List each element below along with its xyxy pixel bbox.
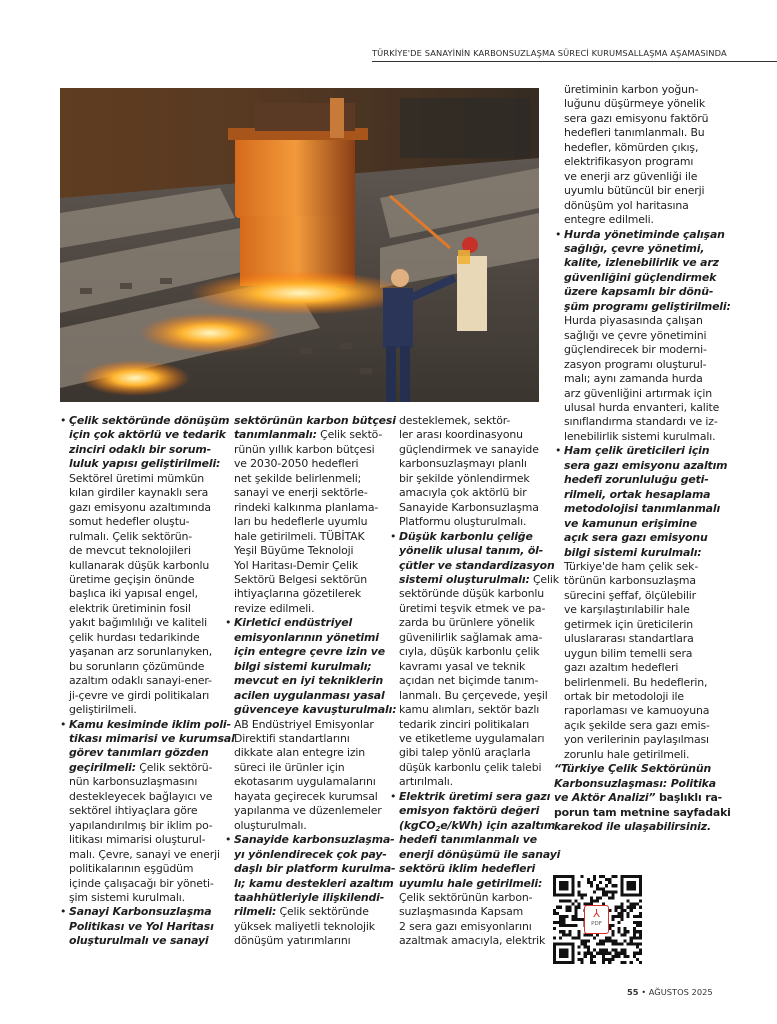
item-heading: sektörünün karbon bütçesi	[234, 414, 396, 427]
item-body-line: ortak bir metodoloji ile	[564, 690, 684, 704]
item-body	[564, 560, 745, 762]
item-body-line: de mevcut teknolojileri	[69, 544, 191, 558]
item-heading: sektörü iklim hedefleri	[399, 862, 536, 876]
item-heading: için çok aktörlü ve tedarik	[69, 428, 226, 442]
item-body-line: sanayi ve enerji sektörle-	[234, 486, 368, 500]
item-body-line: oluşturulmalı.	[234, 818, 307, 832]
item-body-line: geliştirilmeli.	[69, 703, 137, 717]
item-body-line: ve enerji arz güvenliği ile	[564, 169, 698, 183]
item-heading: mevcut en iyi tekniklerin	[234, 674, 384, 688]
item-body-line: şim sistemi kurulmalı.	[69, 890, 185, 904]
item-heading: metodolojisi tanımlanmalı	[564, 502, 721, 516]
item-heading: bilgi sistemi kurulmalı;	[234, 659, 372, 673]
item-body-line: gibi talep yönlü araçlarla	[399, 746, 531, 760]
item-body-line: hedefler, kömürden çıkış,	[564, 140, 699, 154]
item-body	[564, 314, 745, 444]
item-heading: luluk yapısı geliştirilmeli:	[69, 457, 221, 471]
item-heading: Hurda yönetiminde çalışan	[564, 227, 725, 241]
item-heading: için entegre çevre izin ve	[234, 645, 385, 659]
item-body-line: rulmalı. Çelik sektörün-	[69, 529, 193, 543]
bullet: •	[555, 227, 562, 241]
item-heading: acilen uygulanması yasal	[234, 688, 385, 702]
item-body-line: açıdan net biçimde tanım-	[399, 674, 539, 688]
item-body-line: ve karşılaştırılabilir hale	[564, 603, 690, 617]
item-body-text: Çelik sektöründe	[276, 905, 369, 919]
item-heading: çütler ve standardizasyon	[399, 558, 555, 572]
item-body-line: yapılanma ve düzenlemeler	[234, 804, 382, 818]
policy-item-platform-continued	[390, 414, 550, 530]
item-heading: lı; kamu destekleri azaltım	[234, 876, 394, 890]
item-heading: rilmeli:	[234, 905, 277, 919]
item-body-text: Çelik sektörü-	[135, 760, 213, 774]
report-qr-code[interactable]	[553, 875, 642, 964]
bullet: •	[60, 905, 67, 919]
item-heading: Sanayi Karbonsuzlaşma	[69, 905, 212, 919]
item-body-line: azaltmak amacıyla, elektrik	[399, 934, 546, 948]
item-heading: yönelik ulusal tanım, öl-	[399, 544, 544, 558]
item-body-line: yon verilerinin paylaşılması	[564, 733, 709, 747]
item-body-line: yaşanan arz sorunlarıyken,	[69, 645, 213, 659]
policy-item-roadmap-continued	[234, 414, 397, 616]
item-body-line: Sektörel üretimi mümkün	[69, 471, 204, 485]
policy-item-low-carbon-steel	[390, 529, 559, 790]
item-body-line: ve 2030-2050 hedefleri	[234, 457, 359, 471]
policy-item-electricity-continued	[555, 83, 745, 228]
item-heading: emisyon faktörü değeri	[399, 804, 540, 818]
item-body-line: açık şekilde sera gazı emis-	[564, 718, 710, 732]
item-body-line: nün karbonsuzlaşmasını	[69, 775, 198, 789]
item-heading: sistemi oluşturulmalı:	[399, 572, 530, 586]
item-body-line: Sanayide Karbonsuzlaşma	[399, 500, 539, 514]
report-note-text: “Türkiye Çelik Sektörünün	[554, 762, 712, 776]
item-body-line: zarda bu ürünlere yönelik	[399, 616, 535, 630]
item-heading: hedefi tanımlanmalı ve	[399, 833, 537, 847]
report-note-text: Karbonsuzlaşması: Politika	[554, 776, 716, 790]
running-header: TÜRKİYE'DE SANAYİNİN KARBONSUZLAŞMA SÜRECİ KURUMSALLAŞMA AŞAMASINDA	[372, 48, 727, 58]
column-2	[225, 414, 397, 949]
item-heading: geçirilmeli:	[69, 760, 136, 774]
item-body-line: yüksek maliyetli teknolojik	[234, 919, 375, 933]
item-body-line: yakıt bağımlılığı ve kaliteli	[69, 616, 207, 630]
policy-item-roadmap	[60, 905, 230, 948]
item-heading: rilmeli, ortak hesaplama	[564, 487, 711, 501]
item-heading: uyumlu hale getirilmeli:	[399, 876, 543, 890]
item-body-line: raporlaması ve kamuoyuna	[564, 704, 710, 718]
item-body-line: Platformu oluşturulmalı.	[399, 515, 527, 529]
item-heading: görev tanımları gözden	[69, 746, 209, 760]
item-heading: güvenliğini güçlendirmek	[564, 270, 717, 284]
item-body-line: karbonsuzlaşmayı planlı	[399, 457, 527, 471]
item-body-line: politikalarının eşgüdüm	[69, 862, 194, 876]
item-body-line: hale getirilmeli. TÜBİTAK	[234, 529, 365, 543]
item-body-line: malı. Çevre, sanayi ve enerji	[69, 847, 220, 861]
bullet: •	[225, 616, 232, 630]
item-body-line: rindeki kalkınma planlama-	[234, 500, 379, 514]
item-heading: Sanayide karbonsuzlaşma-	[234, 833, 395, 847]
item-body	[234, 442, 397, 616]
item-body-line: gazı azaltım hedefleri	[564, 661, 679, 675]
item-heading: zinciri odaklı bir sorum-	[69, 442, 211, 456]
item-body-line: kullanarak düşük karbonlu	[69, 558, 210, 572]
item-body	[69, 775, 230, 905]
item-body-line: 2 sera gazı emisyonlarını	[399, 919, 532, 933]
item-body-line: sektöründe düşük karbonlu	[399, 587, 545, 601]
item-body-line: suzlaşmasında Kapsam	[399, 905, 524, 919]
item-body	[234, 717, 397, 834]
item-body-line: ve etiketleme uygulamaları	[399, 731, 545, 745]
item-body-text: Çelik	[529, 572, 559, 586]
item-body-line: zasyon programı oluşturul-	[564, 357, 707, 371]
acrobat-glyph: ⅄	[593, 907, 600, 920]
item-heading: Düşük karbonlu çeliğe	[399, 529, 533, 543]
item-body-line: sağlığı ve çevre yönetimini	[564, 328, 707, 342]
item-heading: Elektrik üretimi sera gazı	[399, 789, 551, 803]
policy-item-crude-steel-producers	[555, 444, 745, 762]
item-heading: taahhütleriyle ilişkilendi-	[234, 890, 385, 904]
item-body-line: ulusal hurda envanteri, kalite	[564, 400, 720, 414]
bullet: •	[555, 444, 562, 458]
column-3	[390, 414, 561, 949]
item-body-line: Hurda piyasasında çalışan	[564, 314, 703, 328]
item-body-line: zorunlu hale getirilmeli.	[564, 747, 690, 761]
report-note-text: ve Aktör Analizi”	[554, 791, 656, 805]
item-heading: şüm programı geliştirilmeli:	[564, 299, 731, 313]
item-heading: Kamu kesiminde iklim poli-	[69, 717, 231, 731]
item-body-line: Sektörü Belgesi sektörün	[234, 572, 367, 586]
item-body-line: net şekilde belirlenmeli;	[234, 471, 362, 485]
bullet: •	[225, 833, 232, 847]
item-body	[399, 891, 550, 949]
item-body-line: belirlenmeli. Bu hedeflerin,	[564, 675, 708, 689]
item-body-line: sürecini şeffaf, ölçülebilir	[564, 588, 696, 602]
item-body-line: entegre edilmeli.	[564, 213, 654, 227]
item-body	[399, 414, 550, 530]
bullet: •	[60, 414, 67, 427]
item-heading: kalite, izlenebilirlik ve arz	[564, 256, 719, 270]
item-body-line: çelik hurdası tedarikinde	[69, 630, 200, 644]
unit-text: (kgCO	[399, 818, 436, 832]
item-body-line: cıyla, düşük karbonlu çelik	[399, 645, 540, 659]
item-body-line: sektörel ihtiyaçlara göre	[69, 804, 198, 818]
item-heading: Kirletici endüstriyel	[234, 616, 353, 630]
item-body-line: arz güvenliğini artırmak için	[564, 386, 712, 400]
item-body-line: ihtiyaçlarına gözetilerek	[234, 587, 362, 601]
item-body-line: güçlendirmek ve sanayide	[399, 442, 539, 456]
item-heading: sera gazı emisyonu azaltım	[564, 458, 728, 472]
item-body-line: Türkiye'de ham çelik sek-	[564, 559, 699, 573]
policy-item-climate-architecture	[60, 717, 235, 906]
item-body-line: amacıyla çok aktörlü bir	[399, 486, 527, 500]
item-body-line: hayata geçirecek kurumsal	[234, 789, 378, 803]
item-heading: tikası mimarisi ve kurumsal	[69, 731, 235, 745]
item-body-line: luğunu düşürmeye yönelik	[564, 97, 706, 111]
item-body-line: dönüşüm yol haritasına	[564, 198, 689, 212]
steel-mill-illustration	[60, 88, 539, 402]
item-body-line: uygun bilim temelli sera	[564, 646, 693, 660]
policy-item-steel-transformation	[60, 414, 230, 718]
item-body-line: kamu alımları, sektör bazlı	[399, 703, 540, 717]
item-heading: sağlığı, çevre yönetimi,	[564, 241, 705, 255]
item-body-line: azaltım odaklı sanayi-ener-	[69, 674, 212, 688]
item-body-line: üretime geçişin önünde	[69, 572, 195, 586]
item-body-line: dönüşüm yatırımlarını	[234, 934, 351, 948]
item-heading-unit	[399, 818, 556, 833]
item-body-line: ekotasarım uygulamalarını	[234, 775, 376, 789]
pdf-icon	[584, 905, 609, 934]
item-body-line: süreci ile ürünler için	[234, 760, 345, 774]
steel-mill-photo	[60, 88, 539, 402]
item-heading: Çelik sektöründe dönüşüm	[69, 414, 230, 427]
policy-item-platform	[225, 833, 394, 949]
item-body-line: elektrifikasyon programı	[564, 155, 694, 169]
item-heading: hedefi zorunluluğu geti-	[564, 473, 709, 487]
pdf-label: PDF	[591, 921, 602, 927]
item-body-line: destekleyecek bağlayıcı ve	[69, 789, 213, 803]
footer-separator: •	[641, 987, 647, 997]
item-body-line: Yol Haritası-Demir Çelik	[234, 558, 359, 572]
item-heading: yı yönlendirecek çok pay-	[234, 847, 387, 861]
policy-item-scrap-management	[555, 228, 745, 445]
item-body-line: rünün yıllık karbon bütçesi	[234, 442, 375, 456]
item-heading: açık sera gazı emisyonu	[564, 531, 708, 545]
item-body-line: üretiminin karbon yoğun-	[564, 83, 699, 96]
bullet: •	[390, 529, 397, 543]
item-body-line: Yeşil Büyüme Teknoloji	[234, 544, 354, 558]
policy-item-electricity-emission-factor	[390, 789, 561, 949]
item-heading: enerji dönüşümü ile sanayi	[399, 847, 561, 861]
item-body-line: artırılmalı.	[399, 775, 453, 789]
unit-text: e/kWh) için azaltım	[440, 818, 556, 832]
page-footer	[627, 987, 713, 997]
item-body-line: yapılandırılmış bir iklim po-	[69, 818, 213, 832]
item-body-line: bu sorunların çözümünde	[69, 659, 205, 673]
item-body-line: gazı emisyonu azaltımında	[69, 500, 211, 514]
item-body-line: hedefleri tanımlanmalı. Bu	[564, 126, 705, 140]
item-heading: daşlı bir platform kurulma-	[234, 862, 396, 876]
item-body-line: tedarik zinciri politikaları	[399, 717, 530, 731]
bullet: •	[390, 789, 397, 803]
bullet: •	[60, 717, 67, 731]
item-body-line: ji-çevre ve girdi politikaları	[69, 688, 210, 702]
report-note-text: karekod ile ulaşabilirsiniz.	[554, 820, 711, 834]
item-body-line: kavramı yasal ve teknik	[399, 659, 526, 673]
item-heading: emisyonlarının yönetimi	[234, 630, 379, 644]
item-body-line: litikası mimarisi oluşturul-	[69, 833, 206, 847]
column-4	[555, 83, 745, 835]
item-body-line: malı; aynı zamanda hurda	[564, 372, 703, 386]
item-body-line: desteklemek, sektör-	[399, 414, 511, 427]
item-body-line: ler arası koordinasyonu	[399, 428, 523, 442]
item-body	[234, 920, 394, 949]
item-body-line: somut hedefler oluştu-	[69, 515, 190, 529]
item-body-line: sera gazı emisyonu faktörü	[564, 111, 709, 125]
item-body-line: kılan girdiler kaynaklı sera	[69, 486, 209, 500]
unit-subscript: 2	[435, 824, 441, 833]
item-body-line: Çelik sektörünün karbon-	[399, 890, 533, 904]
item-body-line: ları bu hedeflerle uyumlu	[234, 515, 368, 529]
report-note-text: porun tam metnine sayfadaki	[554, 805, 731, 819]
item-body-line: dikkate alan entegre izin	[234, 746, 366, 760]
item-body-line: içinde çalışacağı bir yöneti-	[69, 876, 214, 890]
header-rule	[372, 61, 777, 62]
item-body-line: törünün karbonsuzlaşma	[564, 574, 696, 588]
item-body-line: uluslararası standartlara	[564, 632, 694, 646]
item-body-line: üretimi teşvik etmek ve pa-	[399, 601, 546, 615]
item-heading: üzere kapsamlı bir dönü-	[564, 285, 714, 299]
item-body-line: getirmek için üreticilerin	[564, 617, 694, 631]
item-body	[69, 472, 230, 718]
item-body-line: güçlendirecek bir moderni-	[564, 343, 707, 357]
column-1	[60, 414, 235, 949]
report-note	[554, 762, 745, 834]
item-body-line: elektrik üretiminin fosil	[69, 601, 191, 615]
item-body-line: lanmalı. Bu çerçevede, yeşil	[399, 688, 548, 702]
page-number: 55	[627, 987, 639, 997]
item-body	[399, 587, 550, 789]
item-body-line: lenebilirlik sistemi kurulmalı.	[564, 429, 716, 443]
issue-date: AĞUSTOS 2025	[648, 987, 713, 997]
policy-item-industrial-emissions	[225, 616, 397, 833]
item-body-line: uyumlu bütüncül bir enerji	[564, 184, 705, 198]
item-body-line: bir şekilde yönlendirmek	[399, 471, 530, 485]
item-body	[564, 83, 745, 228]
item-body-line: Direktifi standartlarını	[234, 731, 350, 745]
item-body-line: sınıflandırma standardı ve iz-	[564, 415, 718, 429]
item-heading: ve kamunun erişimine	[564, 516, 697, 530]
item-heading: güvenceye kavuşturulmalı:	[234, 703, 397, 717]
item-body-line: düşük karbonlu çelik talebi	[399, 760, 542, 774]
item-heading: tanımlanmalı:	[234, 428, 317, 442]
report-note-text: başlıklı ra-	[655, 791, 723, 805]
item-body-text: Çelik sektö-	[316, 428, 383, 442]
item-body-line: güvenilirlik sağlamak ama-	[399, 630, 543, 644]
item-heading: Ham çelik üreticileri için	[564, 444, 710, 458]
item-body-line: revize edilmeli.	[234, 601, 315, 615]
item-body-line: AB Endüstriyel Emisyonlar	[234, 717, 374, 731]
item-heading: bilgi sistemi kurulmalı:	[564, 545, 702, 559]
item-body-line: başlıca iki yapısal engel,	[69, 587, 198, 601]
item-heading: Politikası ve Yol Haritası	[69, 919, 214, 933]
item-heading: oluşturulmalı ve sanayi	[69, 934, 209, 948]
